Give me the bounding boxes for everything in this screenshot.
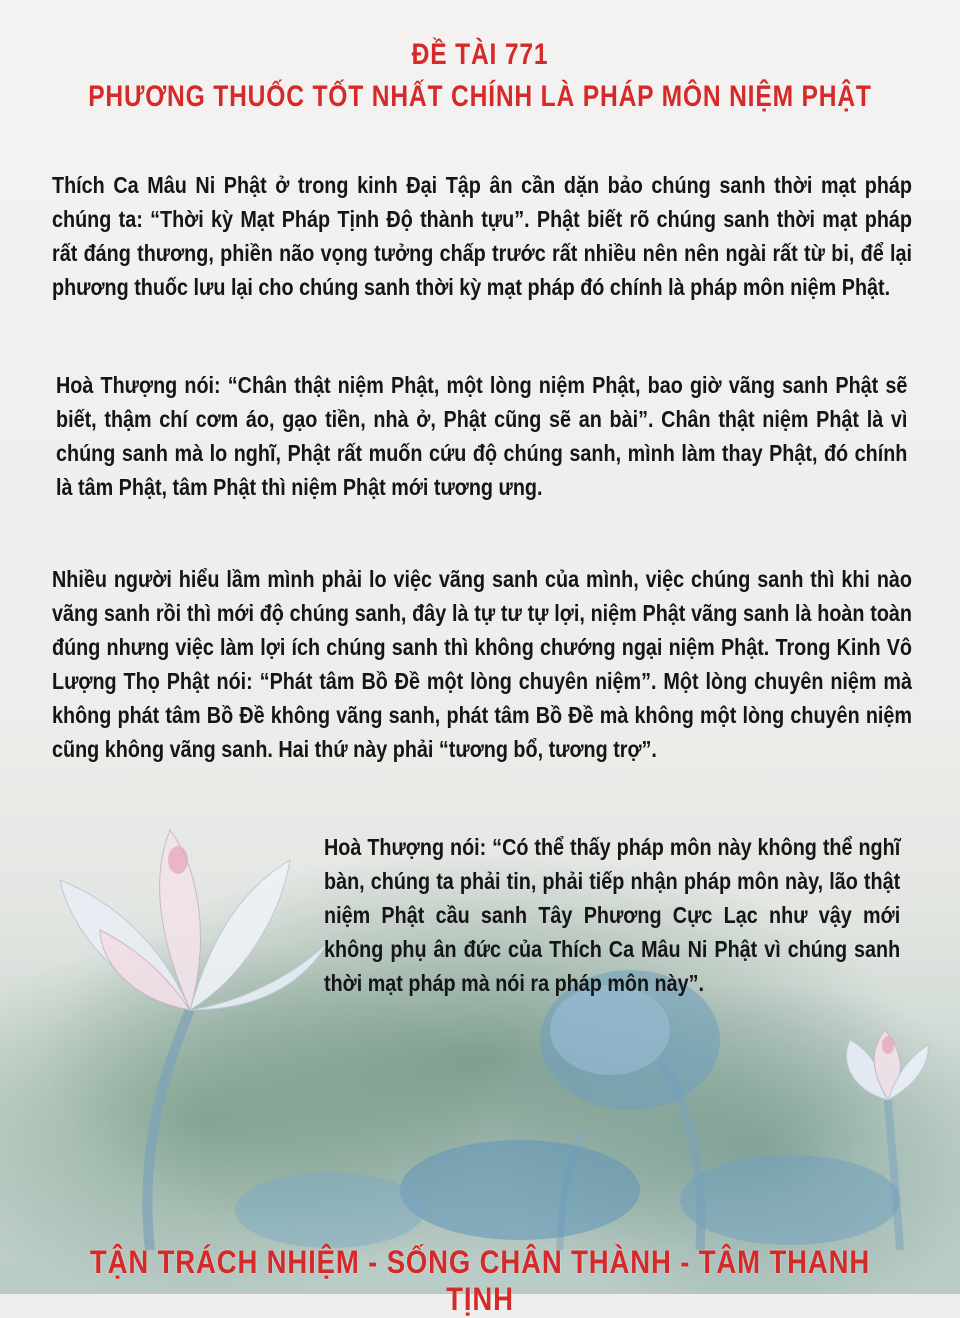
paragraph-2: Hoà Thượng nói: “Chân thật niệm Phật, một lòng niệm Phật, bao giờ vãng sanh Phật sẽ biết, thậm chí cơm áo, gạo tiền, nhà ở, Phật cũng sẽ an bài”. Chân thật niệm Phật là vì chúng sanh mà lo nghĩ, Phật rất muốn cứu độ chúng sanh, mình làm thay Phật, đó chính là tâm Phật, tâm Phật thì niệm Phật mới tương ưng.: [56, 372, 908, 500]
footer-motto: TẬN TRÁCH NHIỆM - SỐNG CHÂN THÀNH - TÂM THANH TỊNH: [89, 1244, 871, 1317]
paragraph-1: Thích Ca Mâu Ni Phật ở trong kinh Đại Tập ân cần dặn bảo chúng sanh thời mạt pháp chúng ta: “Thời kỳ Mạt Pháp Tịnh Độ thành tựu”. Phật biết rõ chúng sanh thời mạt pháp rất đáng thương, phiền não vọng tưởng chấp trước rất nhiều nên nên ngài rất từ bi, để lại phương thuốc lưu lại cho chúng sanh thời kỳ mạt pháp đó chính là pháp môn niệm Phật.: [52, 172, 912, 300]
lotus-leaf-bottom-right: [680, 1155, 900, 1245]
lotus-flower-left: [60, 830, 330, 1010]
lotus-leaf-bottom: [400, 1140, 640, 1240]
paragraph-3: Nhiều người hiểu lầm mình phải lo việc vãng sanh của mình, việc chúng sanh thì khi nào vãng sanh rồi thì mới độ chúng sanh, đây là tự tư tự lợi, niệm Phật vãng sanh là hoàn toàn đúng nhưng việc làm lợi ích chúng sanh thì không chướng ngại niệm Phật. Trong Kinh Vô Lượng Thọ Phật nói: “Phát tâm Bồ Đề một lòng chuyên niệm”. Một lòng chuyên niệm mà không phát tâm Bồ Đề không vãng sanh, phát tâm Bồ Đề mà không một lòng chuyên niệm cũng không vãng sanh. Hai thứ này phải “tương bổ, tương trợ”.: [52, 566, 912, 762]
lotus-stem-right: [888, 1100, 900, 1250]
lotus-bud-right: [846, 1030, 928, 1100]
title-heading: PHƯƠNG THUỐC TỐT NHẤT CHÍNH LÀ PHÁP MÔN NIỆM PHẬT: [88, 80, 872, 113]
lotus-leaf-bottom-left: [235, 1172, 425, 1248]
lotus-stem-left: [147, 1010, 190, 1250]
paragraph-4-quote: Hoà Thượng nói: “Có thể thấy pháp môn này không thể nghĩ bàn, chúng ta phải tin, phải tiếp nhận pháp môn này, lão thật niệm Phật cầu sanh Tây Phương Cực Lạc như vậy mới không phụ ân đức của Thích Ca Mâu Ni Phật vì chúng sanh thời mạt pháp mà nói ra pháp môn này”.: [324, 834, 901, 996]
title-number: ĐỀ TÀI 771: [411, 38, 549, 71]
